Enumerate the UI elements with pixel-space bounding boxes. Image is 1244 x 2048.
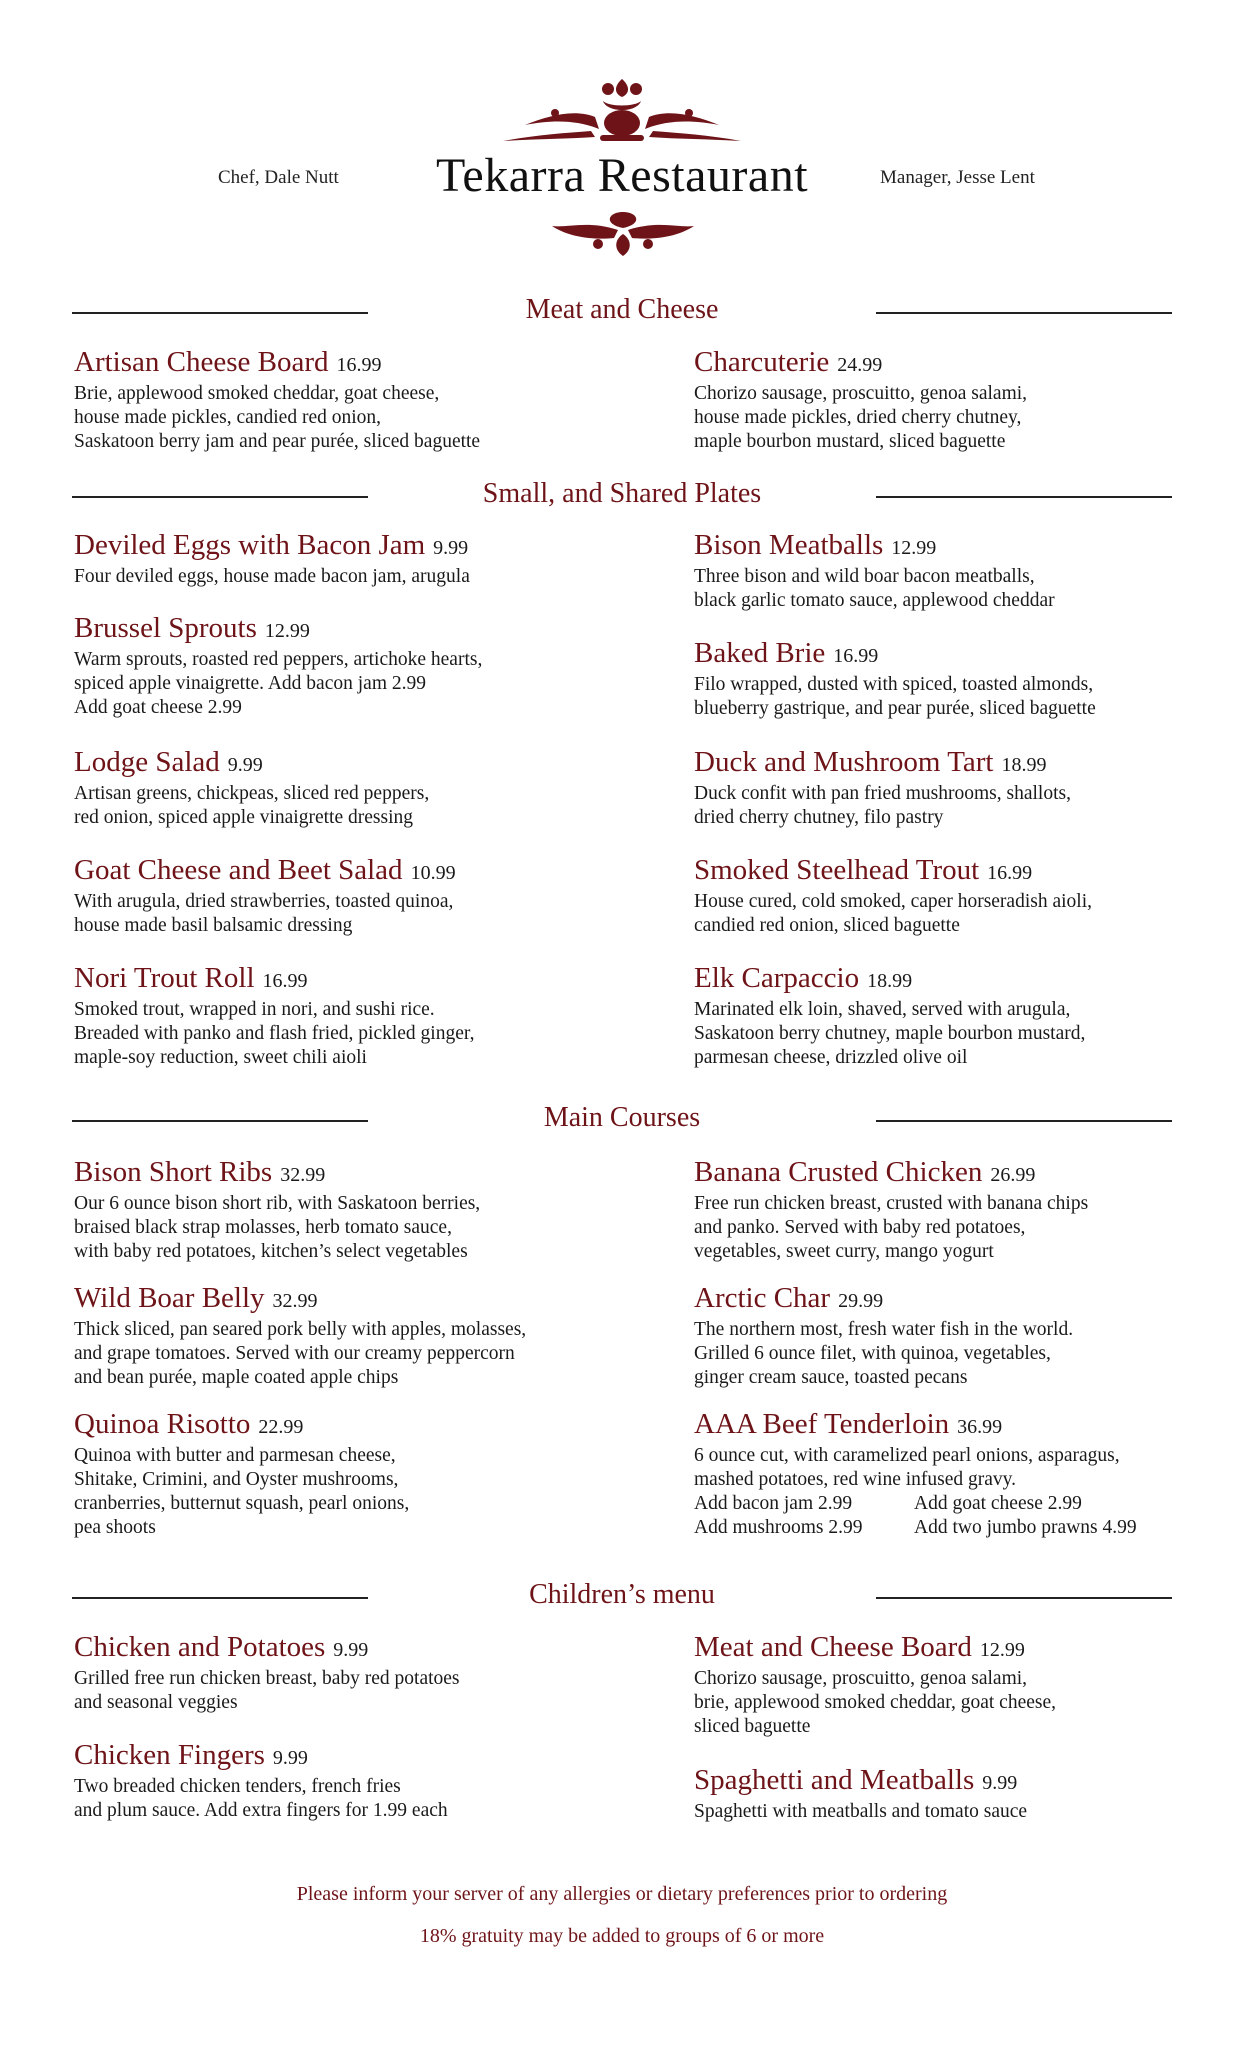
menu-item: [74, 528, 594, 589]
item-name: Chicken Fingers: [74, 1739, 265, 1771]
gratuity-note: 18% gratuity may be added to groups of 6 or more: [419, 1925, 825, 1947]
menu-item: [74, 961, 594, 1070]
item-description: With arugula, dried strawberries, toasted quinoa, house made basil balsamic dressing: [74, 891, 454, 936]
top-ornament-icon: [495, 75, 749, 147]
item-name: Banana Crusted Chicken: [694, 1156, 983, 1188]
item-name: Spaghetti and Meatballs: [694, 1764, 975, 1796]
section-header-meat-cheese: [72, 292, 1172, 332]
item-price: 9.99: [982, 1772, 1018, 1794]
item-description: House cured, cold smoked, caper horseradish aioli, candied red onion, sliced baguette: [694, 891, 1092, 936]
item-description: Grilled free run chicken breast, baby red potatoes and seasonal veggies: [74, 1668, 460, 1713]
menu-item: [694, 528, 1214, 613]
item-description: Chorizo sausage, proscuitto, genoa salami, brie, applewood smoked cheddar, goat cheese, sliced baguette: [694, 1668, 1056, 1737]
item-price: 18.99: [867, 970, 913, 992]
item-price: 12.99: [979, 1639, 1025, 1661]
item-price: 22.99: [258, 1416, 304, 1438]
item-name: Baked Brie: [694, 637, 826, 669]
item-description: Four deviled eggs, house made bacon jam, arugula: [74, 566, 470, 587]
item-description: The northern most, fresh water fish in the world. Grilled 6 ounce filet, with quinoa, vegetables, ginger cream sauce, toasted pecans: [694, 1319, 1074, 1388]
menu-item: [694, 1155, 1214, 1264]
section-header-childrens: [72, 1577, 1172, 1617]
item-name: Nori Trout Roll: [74, 962, 255, 994]
item-description: Smoked trout, wrapped in nori, and sushi rice. Breaded with panko and flash fried, pickled ginger, maple-soy reduction, sweet chili aioli: [74, 999, 475, 1068]
item-price: 24.99: [837, 354, 883, 376]
section-title: Main Courses: [543, 1102, 701, 1133]
item-name: Deviled Eggs with Bacon Jam: [74, 529, 426, 561]
item-price: 9.99: [272, 1747, 308, 1769]
item-description: Spaghetti with meatballs and tomato sauce: [694, 1801, 1028, 1822]
section-title: Small, and Shared Plates: [482, 478, 762, 509]
section-title: Children’s menu: [529, 1579, 715, 1610]
menu-item: [74, 1281, 594, 1390]
item-name: Lodge Salad: [74, 746, 220, 778]
item-price: 36.99: [957, 1416, 1003, 1438]
item-price: 12.99: [891, 537, 937, 559]
menu-item: [694, 745, 1214, 830]
item-description: 6 ounce cut, with caramelized pearl onions, asparagus, mashed potatoes, red wine infused gravy.: [694, 1445, 1120, 1490]
item-price: 29.99: [838, 1290, 884, 1312]
item-name: Charcuterie: [694, 346, 830, 378]
item-price: 16.99: [262, 970, 308, 992]
item-name: Duck and Mushroom Tart: [694, 746, 994, 778]
item-name: Bison Short Ribs: [74, 1156, 273, 1188]
section-header-main-courses: [72, 1100, 1172, 1140]
item-price: 12.99: [264, 620, 310, 642]
allergy-note: Please inform your server of any allergies or dietary preferences prior to ordering: [296, 1883, 948, 1905]
item-description: Quinoa with butter and parmesan cheese, Shitake, Crimini, and Oyster mushrooms, cranberries, butternut squash, pearl onions, pea shoots: [74, 1445, 410, 1538]
menu-item: [74, 345, 594, 454]
item-price: 9.99: [433, 537, 469, 559]
chef-name: Chef, Dale Nutt: [218, 167, 339, 188]
item-name: Meat and Cheese Board: [694, 1631, 972, 1663]
item-description: Two breaded chicken tenders, french fries and plum sauce. Add extra fingers for 1.99 each: [74, 1776, 448, 1821]
menu-item: [74, 1407, 594, 1540]
divider: [876, 1597, 1172, 1599]
item-name: Brussel Sprouts: [74, 612, 257, 644]
item-name: AAA Beef Tenderloin: [694, 1408, 950, 1440]
restaurant-name: Tekarra Restaurant: [435, 149, 809, 202]
item-name: Artisan Cheese Board: [74, 346, 329, 378]
item-description: Free run chicken breast, crusted with banana chips and panko. Served with baby red potatoes, vegetables, sweet curry, mango yogurt: [694, 1193, 1089, 1262]
menu-item: [694, 1763, 1214, 1824]
menu-item: [74, 1738, 594, 1823]
item-addons: Add bacon jam 2.99 Add goat cheese 2.99 Add mushrooms 2.99 Add two jumbo prawns 4.99: [694, 1493, 1137, 1538]
item-price: 32.99: [280, 1164, 326, 1186]
item-name: Elk Carpaccio: [694, 962, 860, 994]
item-name: Chicken and Potatoes: [74, 1631, 326, 1663]
item-price: 9.99: [227, 754, 263, 776]
item-description: Thick sliced, pan seared pork belly with apples, molasses, and grape tomatoes. Served with our creamy peppercorn and bean purée, maple coated apple chips: [74, 1319, 527, 1388]
item-price: 16.99: [833, 645, 879, 667]
menu-item: [694, 636, 1214, 721]
item-name: Bison Meatballs: [694, 529, 884, 561]
item-name: Quinoa Risotto: [74, 1408, 251, 1440]
section-title: Meat and Cheese: [525, 294, 719, 325]
menu-item: [74, 1630, 594, 1715]
item-price: 16.99: [336, 354, 382, 376]
menu-item: [74, 1155, 594, 1264]
menu-item: [694, 1281, 1214, 1390]
item-price: 16.99: [987, 862, 1033, 884]
item-name: Smoked Steelhead Trout: [694, 854, 980, 886]
menu-item: [74, 745, 594, 830]
item-price: 10.99: [410, 862, 456, 884]
section-header-small-plates: [72, 476, 1172, 516]
item-price: 32.99: [272, 1290, 318, 1312]
item-description: Warm sprouts, roasted red peppers, artichoke hearts, spiced apple vinaigrette. Add bacon jam 2.99 Add goat cheese 2.99: [74, 649, 483, 718]
item-name: Arctic Char: [694, 1282, 831, 1314]
item-description: Filo wrapped, dusted with spiced, toasted almonds, blueberry gastrique, and pear purée, sliced baguette: [694, 674, 1096, 719]
item-price: 9.99: [333, 1639, 369, 1661]
item-name: Goat Cheese and Beet Salad: [74, 854, 403, 886]
item-description: Chorizo sausage, proscuitto, genoa salami, house made pickles, dried cherry chutney, maple bourbon mustard, sliced baguette: [694, 383, 1028, 452]
item-description: Our 6 ounce bison short rib, with Saskatoon berries, braised black strap molasses, herb tomato sauce, with baby red potatoes, kitchen’s select vegetables: [74, 1193, 481, 1262]
item-description: Three bison and wild boar bacon meatballs, black garlic tomato sauce, applewood cheddar: [694, 566, 1055, 611]
menu-item: [694, 961, 1214, 1070]
menu-item: [694, 853, 1214, 938]
item-price: 26.99: [990, 1164, 1036, 1186]
menu-item: [74, 611, 594, 720]
divider: [876, 312, 1172, 314]
divider: [876, 496, 1172, 498]
item-description: Artisan greens, chickpeas, sliced red peppers, red onion, spiced apple vinaigrette dressing: [74, 783, 430, 828]
menu-item: [694, 1630, 1214, 1739]
item-description: Marinated elk loin, shaved, served with arugula, Saskatoon berry chutney, maple bourbon mustard, parmesan cheese, drizzled olive oil: [694, 999, 1086, 1068]
menu-item: [694, 1407, 1214, 1540]
item-name: Wild Boar Belly: [74, 1282, 265, 1314]
menu-item: [694, 345, 1214, 454]
item-description: Duck confit with pan fried mushrooms, shallots, dried cherry chutney, filo pastry: [694, 783, 1071, 828]
menu-item: [74, 853, 594, 938]
item-description: Brie, applewood smoked cheddar, goat cheese, house made pickles, candied red onion, Saskatoon berry jam and pear purée, sliced baguette: [74, 383, 481, 452]
item-price: 18.99: [1001, 754, 1047, 776]
bottom-ornament-icon: [548, 210, 698, 258]
divider: [876, 1120, 1172, 1122]
manager-name: Manager, Jesse Lent: [880, 167, 1035, 188]
